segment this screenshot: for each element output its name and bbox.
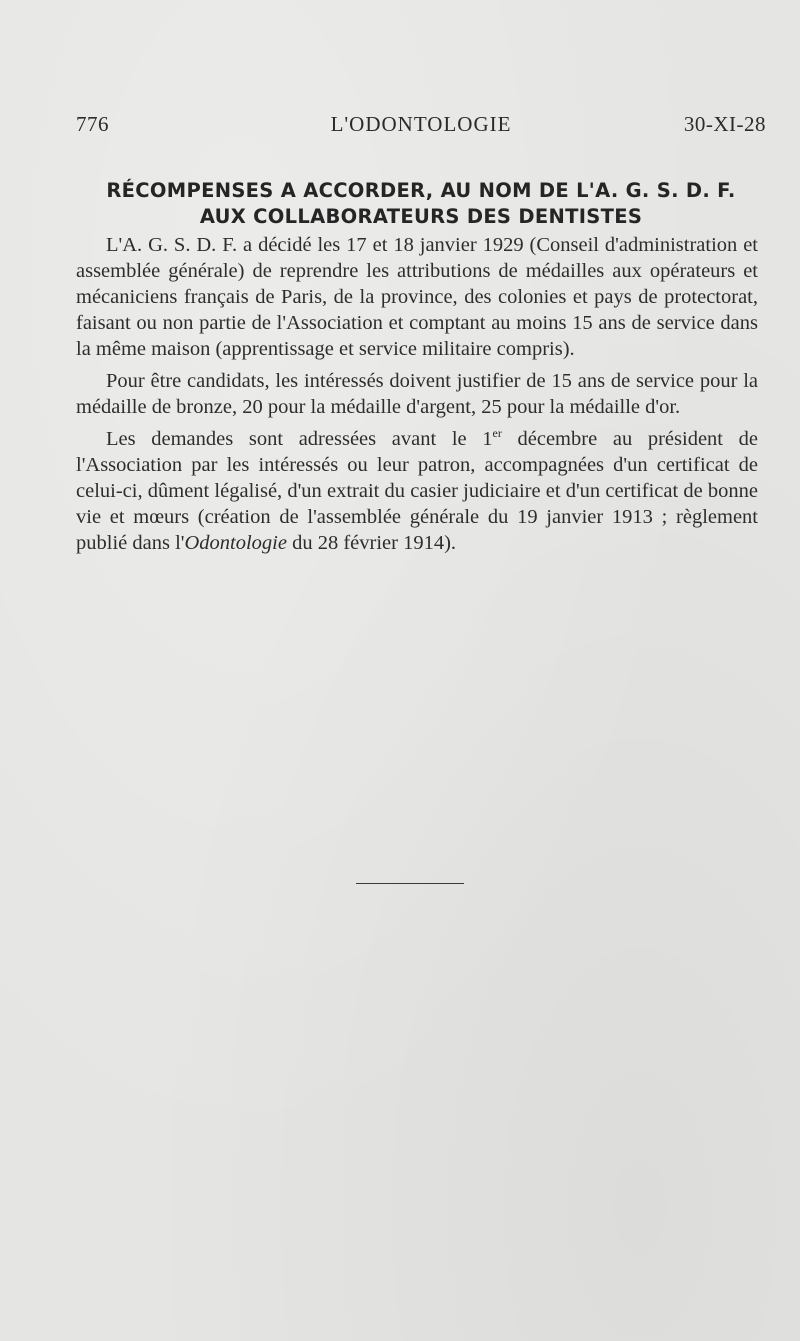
running-head (76, 112, 766, 142)
journal-name-italic: Odontologie (184, 532, 287, 554)
paragraph-3-text-b: décembre au président de l'Association par les intéressés ou leur patron, accompagnées d'un certificat de celui-ci, dûment légalisé, d'un extrait du casier judiciaire et d'un certificat de bonne vie et mœurs (création de l'assemblée générale du 19 janvier 1913 ; règlement publié dans l' (76, 428, 758, 554)
paragraph-3-superscript: er (492, 426, 502, 441)
article-title (76, 178, 766, 230)
paragraph-3-text-c: du 28 février 1914). (286, 532, 457, 554)
article-title-line-2: AUX COLLABORATEURS DES DENTISTES (199, 205, 643, 228)
paragraph-1: L'A. G. S. D. F. a décidé les 17 et 18 janvier 1929 (Conseil d'administration et assemblée générale) de reprendre les attributions de médailles aux opérateurs et mécaniciens français de Paris, de la province, des colonies et pays de protectorat, faisant ou non partie de l'Association et comptant au moins 15 ans de service dans la même maison (apprentissage et service militaire compris). (76, 234, 758, 360)
article-title-line-1: RÉCOMPENSES A ACCORDER, AU NOM DE L'A. G. S. D. F. (106, 179, 736, 202)
journal-title: L'ODONTOLOGIE (330, 112, 512, 136)
page-number: 776 (76, 112, 109, 136)
article-body (76, 232, 758, 562)
paragraph-3-text-a: Les demandes sont adressées avant le 1 (106, 428, 493, 450)
section-end-rule (356, 883, 464, 884)
paragraph-2: Pour être candidats, les intéressés doivent justifier de 15 ans de service pour la médaille de bronze, 20 pour la médaille d'argent, 25 pour la médaille d'or. (76, 370, 758, 418)
paragraph-3 (76, 426, 758, 556)
issue-date: 30-XI-28 (683, 112, 766, 136)
